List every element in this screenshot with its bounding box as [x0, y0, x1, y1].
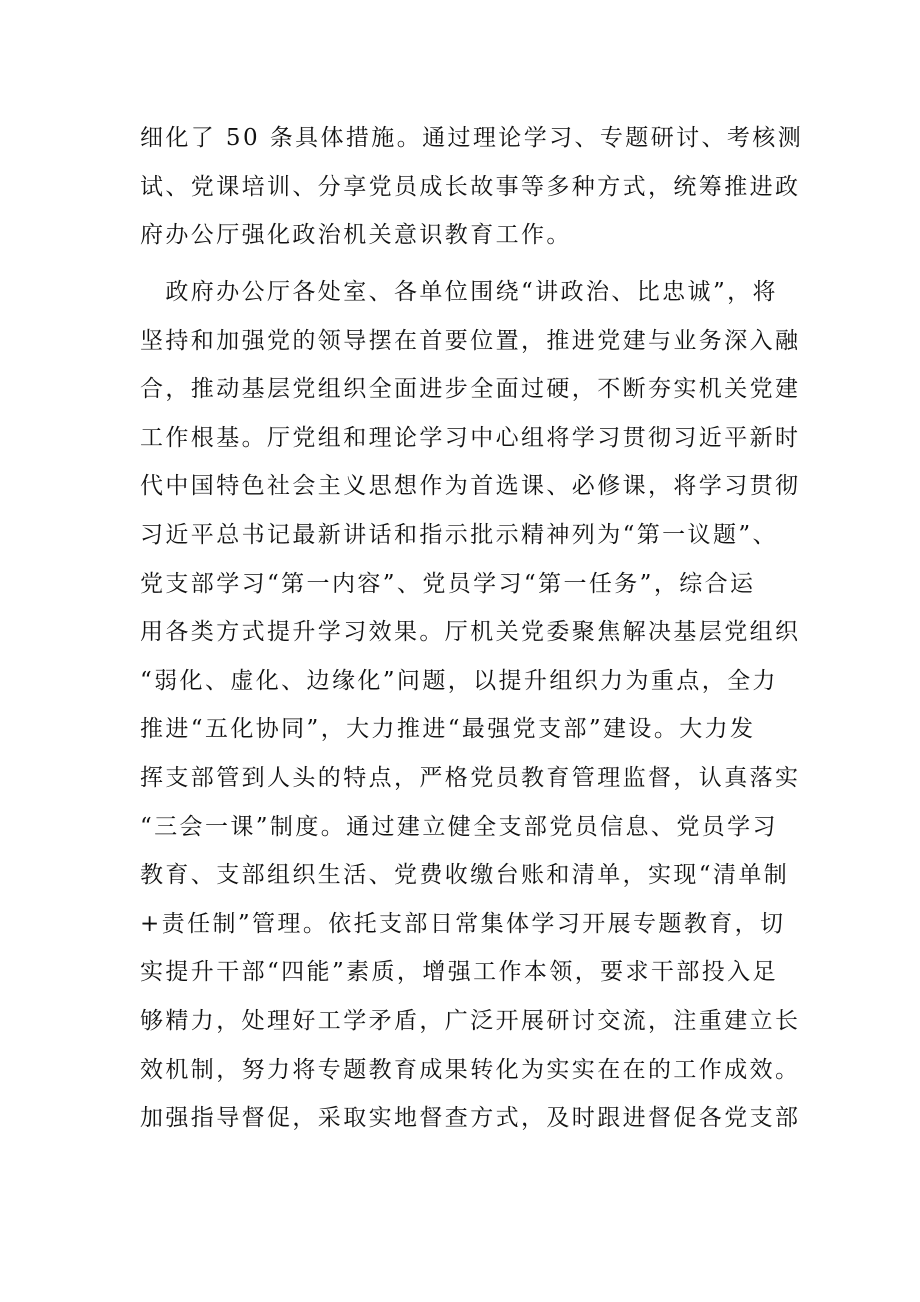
text-line: 挥支部管到人头的特点，严格党员教育管理监督，认真落实	[140, 764, 801, 791]
text-line: 合，推动基层党组织全面进步全面过硬，不断夯实机关党建	[140, 376, 801, 403]
text-line: 政府办公厅各处室、各单位围绕“讲政治、比忠诚”，将	[140, 279, 778, 305]
text-line: +责任制”管理。依托支部日常集体学习开展专题教育，切	[140, 910, 786, 937]
paragraph-2	[140, 268, 800, 1143]
text-line: 教育、支部组织生活、党费收缴台账和清单，实现“清单制	[140, 862, 790, 889]
text-line: 府办公厅强化政治机关意识教育工作。	[140, 222, 572, 249]
text-line: 推进“五化协同”，大力推进“最强党支部”建设。大力发	[140, 716, 756, 743]
text-line: 习近平总书记最新讲话和指示批示精神列为“第一议题”、	[140, 521, 778, 548]
text-line: 用各类方式提升学习效果。厅机关党委聚焦解决基层党组织	[140, 619, 801, 646]
text-line: 细化了 50 条具体措施。通过理论学习、专题研讨、考核测	[140, 125, 804, 151]
text-line: “弱化、虚化、边缘化”问题，以提升组织力为重点，全力	[140, 667, 778, 694]
text-line: 党支部学习“第一内容”、党员学习“第一任务”，综合运	[140, 570, 756, 597]
text-line: 工作根基。厅党组和理论学习中心组将学习贯彻习近平新时	[140, 424, 801, 451]
text-line: 实提升干部“四能”素质，增强工作本领，要求干部投入足	[140, 959, 778, 986]
text-line: 效机制，努力将专题教育成果转化为实实在在的工作成效。	[140, 1056, 801, 1083]
text-line: 代中国特色社会主义思想作为首选课、必修课，将学习贯彻	[140, 473, 801, 500]
text-line: 加强指导督促，采取实地督查方式，及时跟进督促各党支部	[140, 1105, 801, 1132]
text-line: 够精力，处理好工学矛盾，广泛开展研讨交流，注重建立长	[140, 1007, 801, 1034]
text-line: “三会一课”制度。通过建立健全支部党员信息、党员学习	[140, 813, 778, 840]
text-line: 试、党课培训、分享党员成长故事等多种方式，统筹推进政	[140, 173, 801, 200]
text-line: 坚持和加强党的领导摆在首要位置，推进党建与业务深入融	[140, 327, 801, 354]
paragraph-1	[140, 114, 804, 260]
